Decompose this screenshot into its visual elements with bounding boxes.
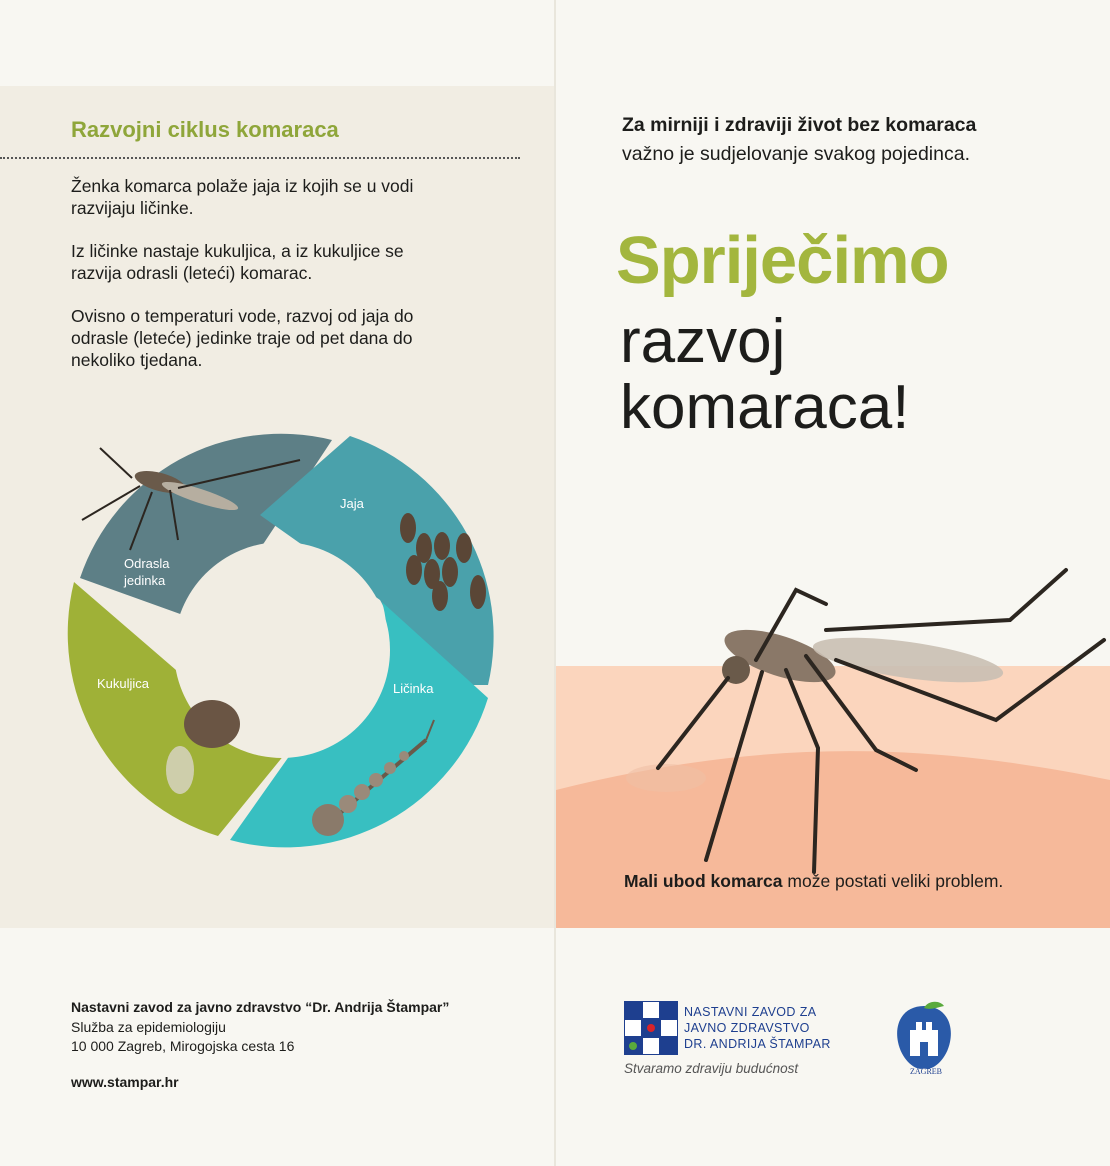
headline-green: Spriječimo — [616, 223, 949, 298]
paragraph-line: Iz ličinke nastaje kukuljica, a iz kukuljice se — [71, 241, 404, 261]
label-kukuljica: Kukuljica — [97, 676, 150, 691]
bite-rest: može postati veliki problem. — [782, 871, 1004, 891]
label-jaja: Jaja — [340, 496, 364, 511]
headline-line-3: komaraca! — [620, 373, 910, 442]
slogan: Stvaramo zdraviju budućnost — [624, 1061, 799, 1076]
institute-logo — [624, 1001, 854, 1081]
bite-bold: Mali ubod komarca — [624, 871, 783, 891]
paragraph-eggs — [71, 175, 491, 219]
headline-line-2: razvoj — [620, 307, 786, 376]
paragraph-line: razvijaju ličinke. — [71, 198, 194, 218]
label-licinka: Ličinka — [393, 681, 434, 696]
street-address: 10 000 Zagreb, Mirogojska cesta 16 — [71, 1038, 295, 1054]
grid-logo-icon — [624, 1001, 678, 1055]
life-cycle-diagram — [60, 420, 500, 860]
paragraph-line: odrasle (leteće) jedinke traje od pet dana do — [71, 328, 413, 348]
website-link[interactable]: www.stampar.hr — [71, 1074, 179, 1090]
label-odrasla: Odrasla — [124, 556, 170, 571]
logo-line: JAVNO ZDRAVSTVO — [684, 1021, 810, 1035]
logo-line: DR. ANDRIJA ŠTAMPAR — [684, 1037, 831, 1051]
city-logo-text: ZAGREB — [910, 1067, 942, 1076]
address-block — [71, 998, 449, 1057]
dotted-divider — [0, 157, 520, 159]
paragraph-line: nekoliko tjedana. — [71, 350, 203, 370]
cycle-title: Razvojni ciklus komaraca — [71, 117, 339, 142]
healthy-city-zagreb-logo — [884, 998, 964, 1078]
bite-warning — [624, 871, 1003, 892]
lead-bold: Za mirniji i zdraviji život bez komaraca — [622, 114, 977, 136]
paragraph-line: razvija odrasli (leteći) komarac. — [71, 263, 313, 283]
paragraph-line: Ovisno o temperaturi vode, razvoj od jaja do — [71, 306, 414, 326]
institute-logo-text — [684, 1004, 831, 1052]
lead-normal: važno je sudjelovanje svakog pojedinca. — [622, 143, 970, 165]
department: Služba za epidemiologiju — [71, 1018, 226, 1035]
paragraph-pupa — [71, 240, 491, 284]
label-jedinka: jedinka — [124, 573, 166, 588]
org-name: Nastavni zavod za javno zdravstvo “Dr. Andrija Štampar” — [71, 999, 450, 1015]
logo-line: NASTAVNI ZAVOD ZA — [684, 1005, 817, 1019]
paragraph-line: Ženka komarca polaže jaja iz kojih se u vodi — [71, 176, 414, 196]
paragraph-duration — [71, 305, 471, 371]
